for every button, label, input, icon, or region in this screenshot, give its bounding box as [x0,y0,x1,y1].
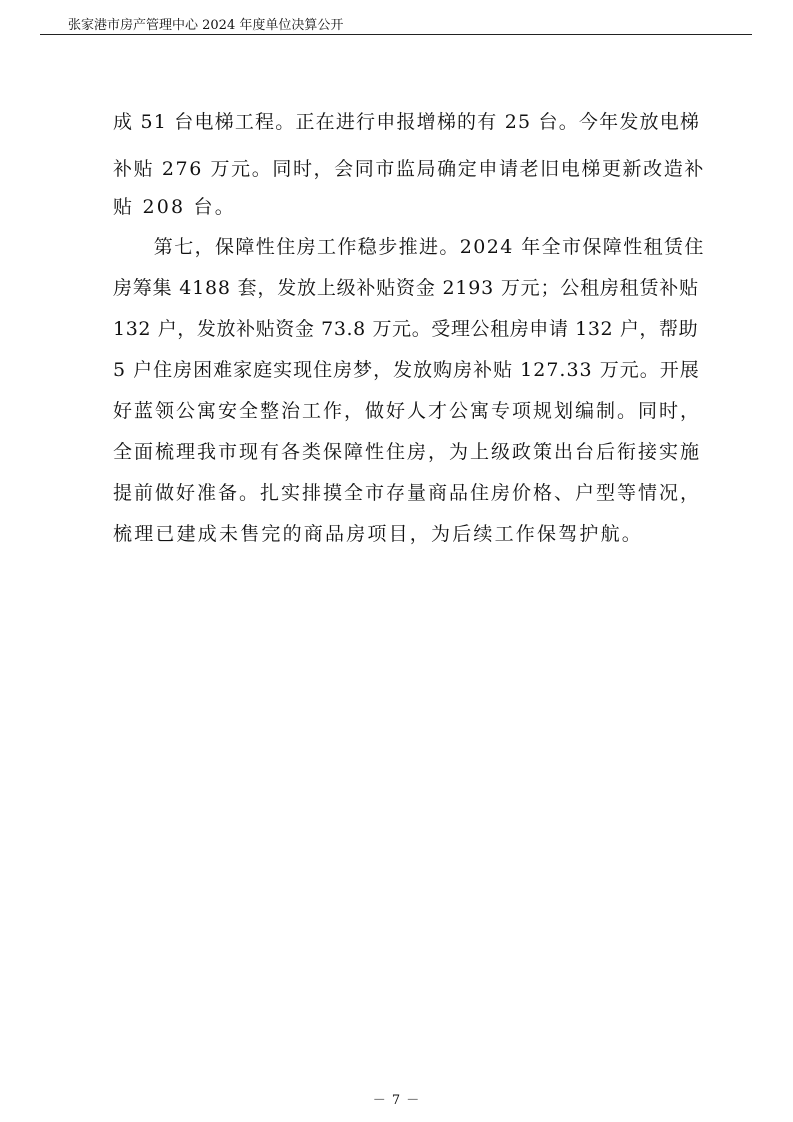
body-line: 提前做好准备。扎实排摸全市存量商品住房价格、户型等情况， [113,482,702,504]
body-line: 全面梳理我市现有各类保障性住房，为上级政策出台后衔接实施 [113,441,702,463]
body-line: 房筹集 4188 套，发放上级补贴资金 2193 万元；公租房租赁补贴 [113,277,699,299]
body-line: 补贴 276 万元。同时，会同市监局确定申请老旧电梯更新改造补 [113,158,705,180]
body-line: 梳理已建成未售完的商品房项目，为后续工作保驾护航。 [113,523,644,545]
body-line: 第七，保障性住房工作稳步推进。2024 年全市保障性租赁住 [113,236,705,258]
body-line: 132 户，发放补贴资金 73.8 万元。受理公租房申请 132 户，帮助 [113,318,699,340]
body-line: 5 户住房困难家庭实现住房梦，发放购房补贴 127.33 万元。开展 [113,359,700,381]
header-title: 张家港市房产管理中心 2024 年度单位决算公开 [68,18,344,33]
body-line: 成 51 台电梯工程。正在进行申报增梯的有 25 台。今年发放电梯 [113,111,701,133]
page-number: － 7 － [372,1093,421,1108]
page-header [40,10,752,35]
body-line: 好蓝领公寓安全整治工作，做好人才公寓专项规划编制。同时， [113,400,702,422]
body-line: 贴 208 台。 [113,196,236,218]
